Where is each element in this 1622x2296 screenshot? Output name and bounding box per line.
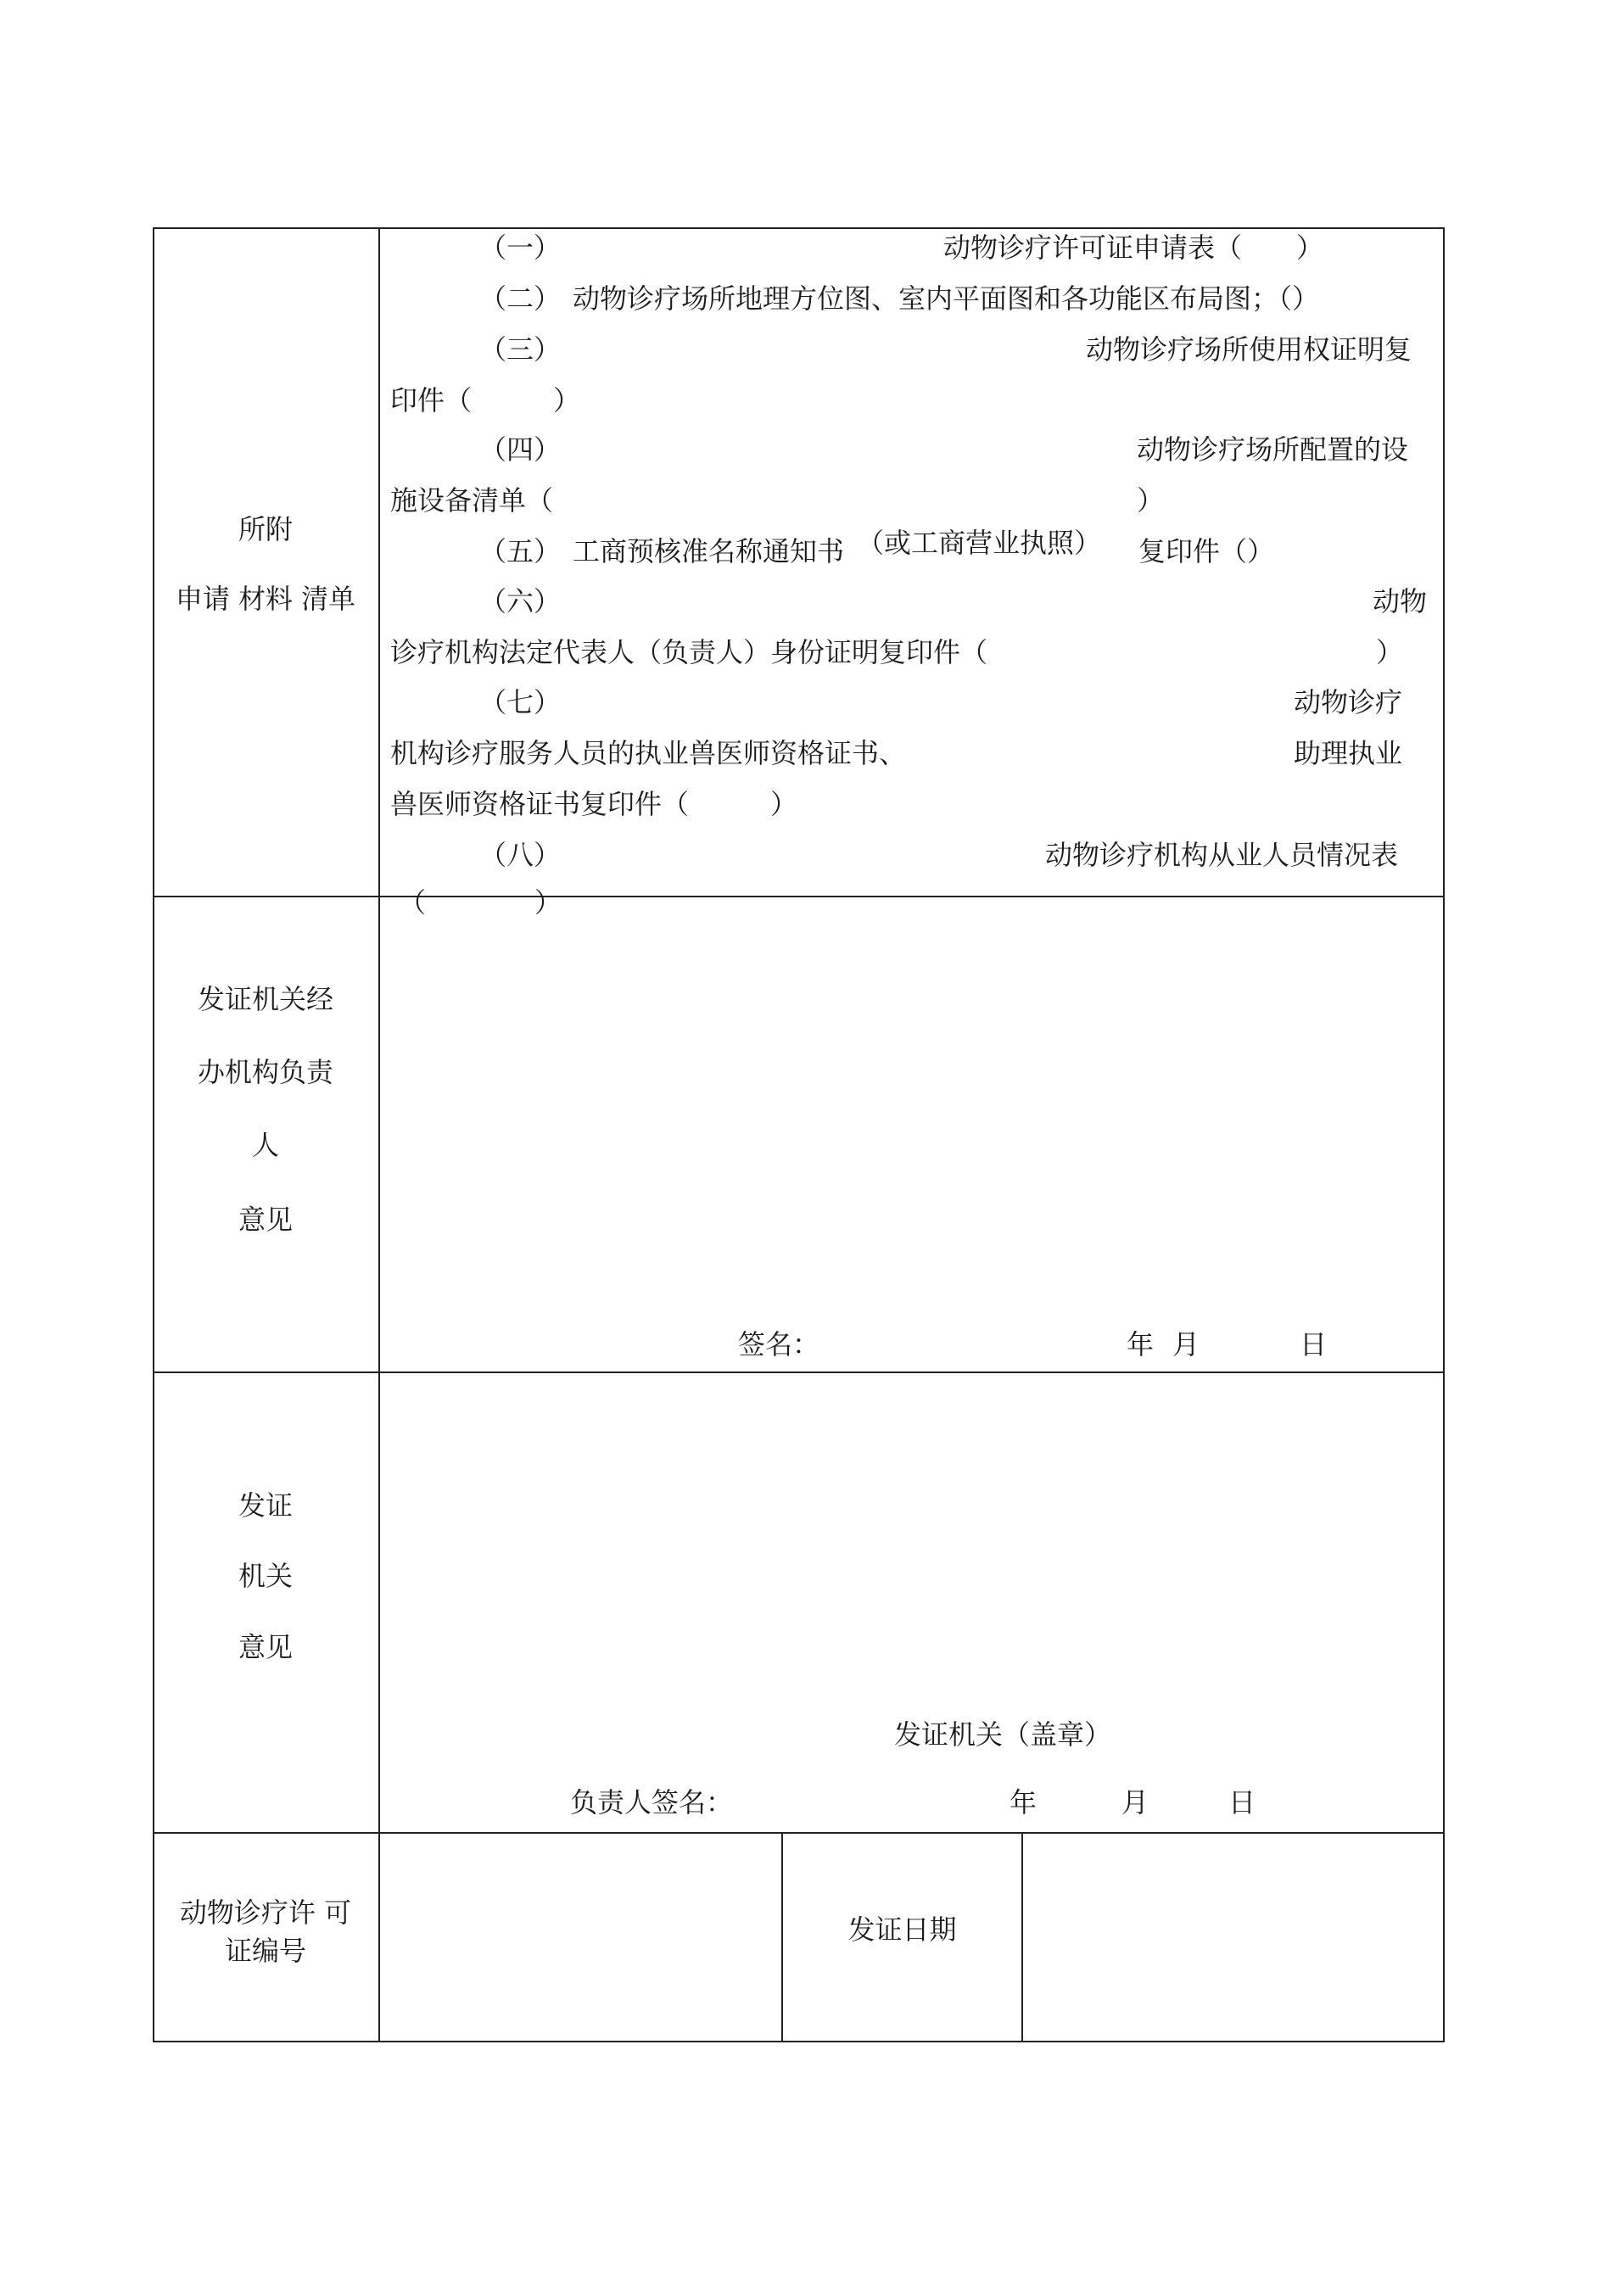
item6-text-c: ） (1376, 636, 1404, 668)
item8-number: （八） (479, 839, 562, 871)
row-divider-authority (153, 1832, 1445, 1834)
item5-text-a: 工商预核准名称通知书 (573, 535, 845, 567)
license-number-label-line2: 证编号 (224, 1935, 306, 1967)
row-divider-materials (153, 896, 1445, 897)
license-date-label: 发证日期 (847, 1913, 957, 1946)
item6-text-b: 诊疗机构法定代表人（负责人）身份证明复印件（ (390, 636, 988, 668)
license-number-label-line1: 动物诊疗许 可 (179, 1897, 352, 1929)
item3-number: （三） (479, 333, 562, 366)
handler-month-label: 月 (1172, 1328, 1200, 1360)
item8-text-a: 动物诊疗机构从业人员情况表 (1045, 839, 1399, 871)
handler-label-line2: 办机构负责 (197, 1056, 333, 1088)
item7-text-b: 机构诊疗服务人员的执业兽医师资格证书、 (390, 737, 907, 769)
materials-label-line1: 所附 (238, 513, 293, 545)
license-date-label-divider (1021, 1832, 1023, 2042)
handler-label-line3: 人 (251, 1129, 279, 1161)
item4-number: （四） (479, 433, 562, 466)
item8-text-b: （ ） (399, 886, 562, 919)
item5-number: （五） (479, 535, 562, 567)
item5-text-c: 复印件（） (1138, 535, 1275, 567)
item3-text-a: 动物诊疗场所使用权证明复 (1086, 333, 1412, 366)
item7-text-d: 兽医师资格证书复印件（ ） (390, 788, 798, 820)
handler-year-label: 年 (1127, 1328, 1155, 1360)
item5-text-b: （或工商营业执照） (857, 527, 1102, 559)
authority-month-label: 月 (1121, 1786, 1149, 1818)
authority-label-line3: 意见 (238, 1631, 293, 1663)
authority-day-label: 日 (1228, 1786, 1256, 1818)
item4-text-a: 动物诊疗场所配置的设 (1137, 433, 1409, 466)
item1-number: （一） (479, 232, 562, 264)
item7-number: （七） (479, 686, 562, 718)
item4-text-b: 施设备清单（ (390, 484, 554, 517)
item6-text-a: 动物 (1373, 585, 1428, 617)
handler-label-line4: 意见 (238, 1204, 293, 1236)
materials-label-line2: 申请 材料 清单 (175, 583, 356, 615)
item4-text-c: ） (1137, 484, 1165, 517)
item2-number: （二） (479, 282, 562, 315)
item6-number: （六） (479, 585, 562, 617)
label-column-divider (378, 227, 380, 2042)
authority-year-label: 年 (1010, 1786, 1038, 1818)
handler-label-line1: 发证机关经 (197, 983, 333, 1015)
item7-text-c: 助理执业 (1294, 737, 1403, 769)
authority-signature-label: 负责人签名： (570, 1786, 734, 1818)
item1-text: 动物诊疗许可证申请表（ ） (943, 232, 1324, 264)
authority-seal-label: 发证机关（盖章） (894, 1718, 1112, 1751)
handler-day-label: 日 (1300, 1328, 1328, 1360)
row-divider-handler (153, 1371, 1445, 1373)
authority-label-line1: 发证 (238, 1489, 293, 1522)
item3-text-b: 印件（ ） (390, 384, 581, 416)
item2-text: 动物诊疗场所地理方位图、室内平面图和各功能区布局图；（） (573, 282, 1320, 315)
handler-signature-label: 签名： (738, 1328, 820, 1360)
authority-label-line2: 机关 (238, 1560, 293, 1592)
item7-text-a: 动物诊疗 (1294, 686, 1403, 718)
